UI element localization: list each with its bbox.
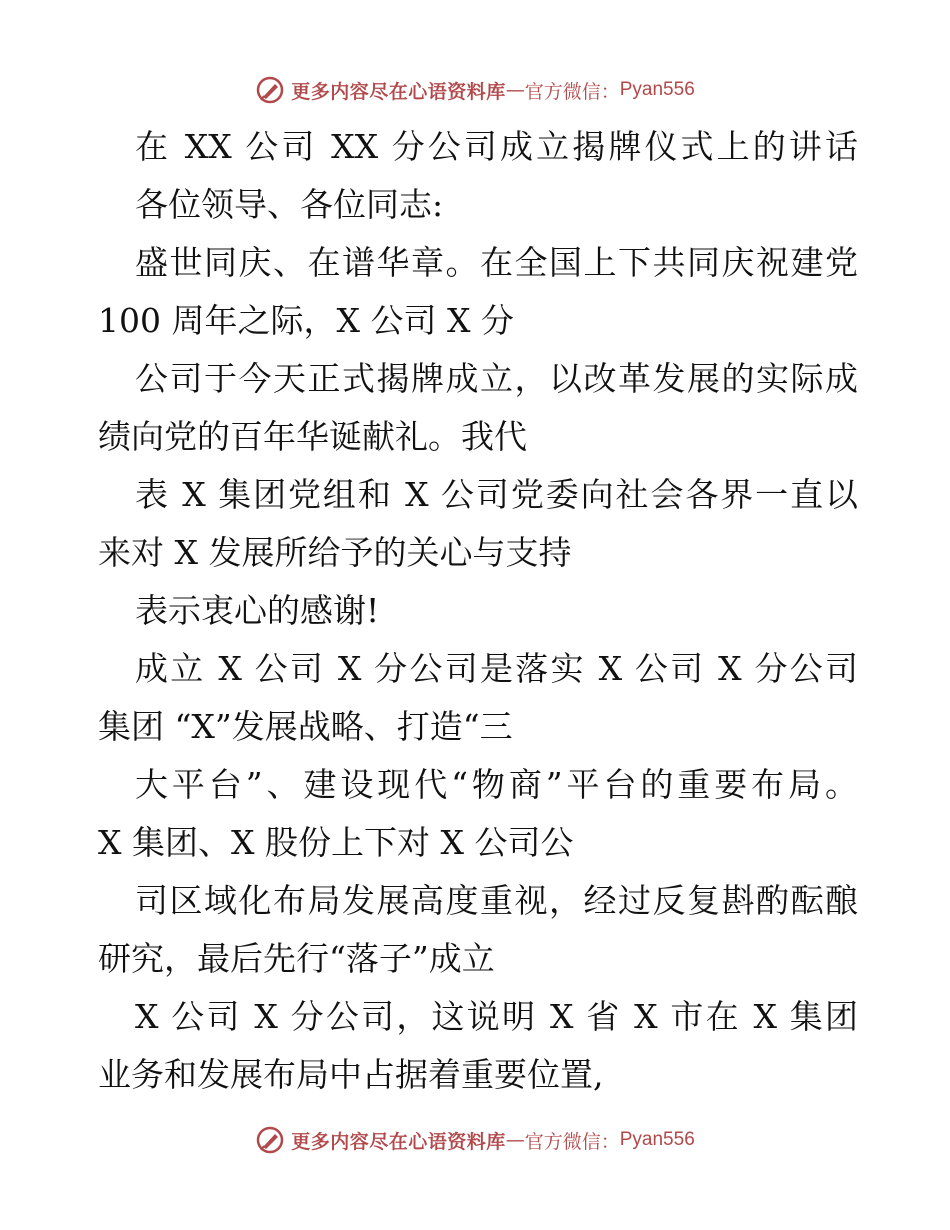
salutation: 各位领导、各位同志: [135,185,444,224]
paragraph-line: 盛世同庆、在谱华章。在全国上下共同庆祝建党 [135,243,858,282]
paragraph-line: 集团 “X”发展战略、打造“三 [98,707,513,746]
paragraph-line: 绩向党的百年华诞献礼。我代 [98,417,527,456]
paragraph-line: 来对 X 发展所给予的关心与支持 [98,533,572,572]
paragraph-line: X 集团、X 股份上下对 X 公司公 [98,823,574,862]
banner-dash: — [505,1129,525,1151]
document-title: 在 XX 公司 XX 分公司成立揭牌仪式上的讲话 [135,127,858,166]
quill-logo-icon [255,75,285,105]
paragraph-line: 成立 X 公司 X 分公司是落实 X 公司 X 分公司 [135,649,858,688]
paragraph-line: 研究，最后先行“落子”成立 [98,939,495,978]
paragraph-line: 表 X 集团党组和 X 公司党委向社会各界一直以 [135,475,858,514]
paragraph-line: 100 周年之际，X 公司 X 分 [98,301,514,340]
paragraph-line: X 公司 X 分公司，这说明 X 省 X 市在 X 集团 [135,997,858,1036]
header-banner [0,70,950,110]
paragraph-line: 表示衷心的感谢! [135,591,380,630]
footer-banner [0,1120,950,1160]
wechat-id: Pyan556 [619,79,695,100]
paragraph-line: 公司于今天正式揭牌成立，以改革发展的实际成 [135,359,858,398]
paragraph-line: 业务和发展布局中占据着重要位置, [98,1055,604,1094]
quill-logo-icon [255,1125,285,1155]
paragraph-line: 大平台”、建设现代“物商”平台的重要布局。 [135,765,858,804]
document-body [98,118,858,1104]
wechat-id: Pyan556 [619,1129,695,1150]
wechat-label: 官方微信： [524,1130,620,1153]
site-name: 更多内容尽在心语资料库 [291,80,506,103]
paragraph-line: 司区域化布局发展高度重视，经过反复斟酌酝酿 [135,881,858,920]
wechat-label: 官方微信： [524,80,620,103]
banner-dash: — [505,79,525,101]
site-name: 更多内容尽在心语资料库 [291,1130,506,1153]
